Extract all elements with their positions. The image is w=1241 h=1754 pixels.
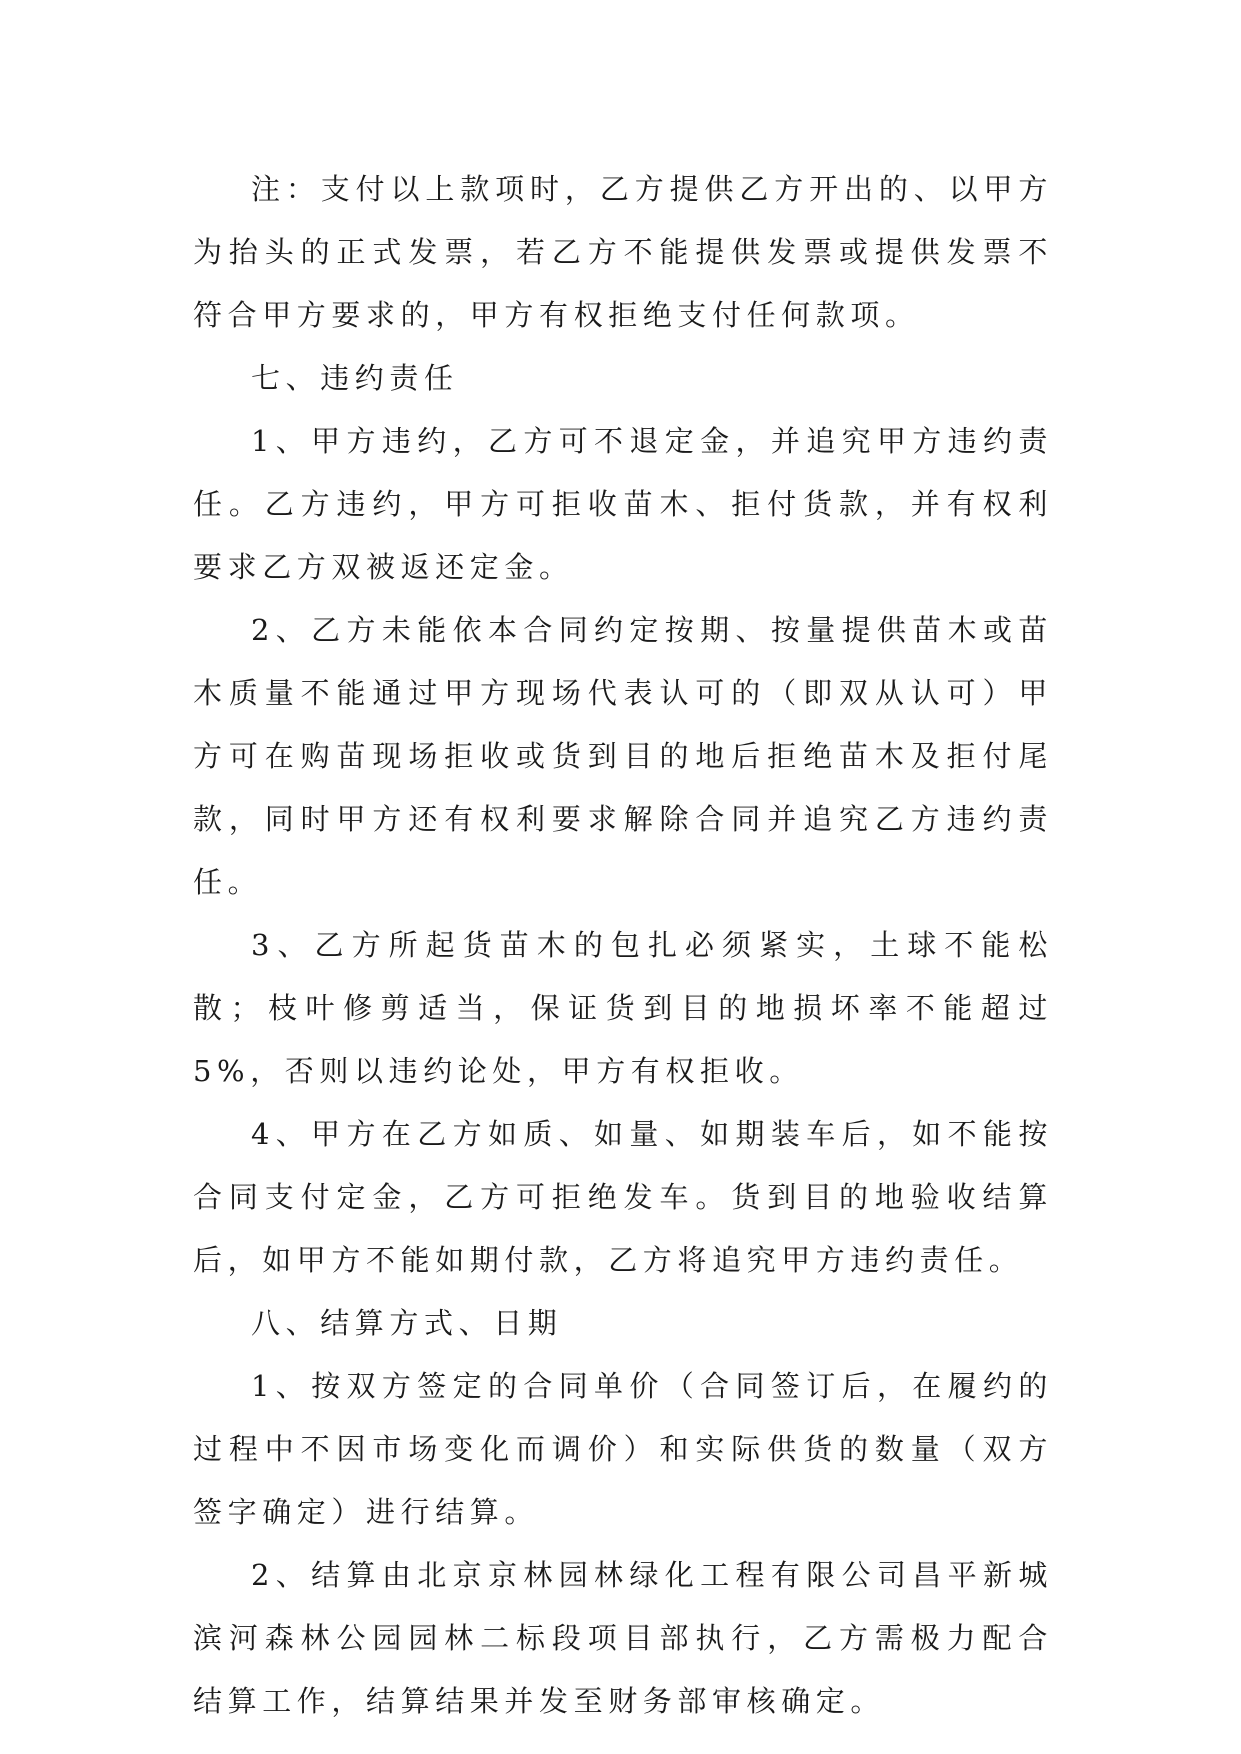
- breach-clause-3: 3、乙方所起货苗木的包扎必须紧实，土球不能松散；枝叶修剪适当，保证货到目的地损坏率不能超过5%，否则以违约论处，甲方有权拒收。: [193, 928, 1053, 1088]
- settlement-clause-1: 1、按双方签定的合同单价（合同签订后，在履约的过程中不因市场变化而调价）和实际供货的数量（双方签字确定）进行结算。: [193, 1369, 1053, 1529]
- breach-clause-2: 2、乙方未能依本合同约定按期、按量提供苗木或苗木质量不能通过甲方现场代表认可的（即双从认可）甲方可在购苗现场拒收或货到目的地后拒绝苗木及拒付尾款，同时甲方还有权利要求解除合同并追究乙方违约责任。: [193, 613, 1053, 899]
- breach-clause-1: 1、甲方违约，乙方可不退定金，并追究甲方违约责任。乙方违约，甲方可拒收苗木、拒付货款，并有权利要求乙方双被返还定金。: [193, 424, 1053, 584]
- settlement-clause-2: 2、结算由北京京林园林绿化工程有限公司昌平新城滨河森林公园园林二标段项目部执行，乙方需极力配合结算工作，结算结果并发至财务部审核确定。: [193, 1558, 1053, 1718]
- document-body: [193, 158, 1053, 1733]
- section-heading-settlement: 八、结算方式、日期: [251, 1306, 563, 1340]
- section-heading-breach: 七、违约责任: [251, 361, 459, 395]
- payment-note: 注：支付以上款项时，乙方提供乙方开出的、以甲方为抬头的正式发票，若乙方不能提供发票或提供发票不符合甲方要求的，甲方有权拒绝支付任何款项。: [193, 172, 1053, 332]
- breach-clause-4: 4、甲方在乙方如质、如量、如期装车后，如不能按合同支付定金，乙方可拒绝发车。货到目的地验收结算后，如甲方不能如期付款，乙方将追究甲方违约责任。: [193, 1117, 1053, 1277]
